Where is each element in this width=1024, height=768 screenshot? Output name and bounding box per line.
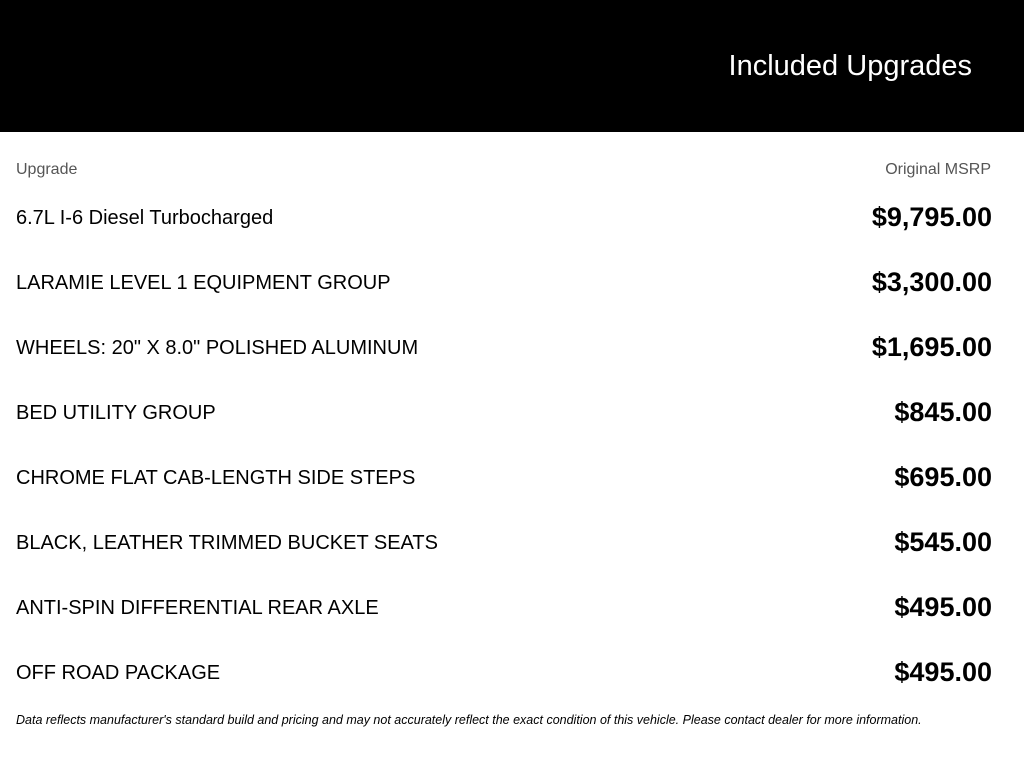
upgrade-name: BED UTILITY GROUP: [16, 402, 216, 424]
upgrade-name: OFF ROAD PACKAGE: [16, 662, 221, 684]
header-bar: [0, 0, 1024, 132]
upgrade-row: [0, 510, 1024, 575]
upgrades-list: [0, 185, 1024, 705]
upgrade-row: [0, 380, 1024, 445]
column-header-msrp: Original MSRP: [885, 161, 991, 178]
disclaimer-text: Data reflects manufacturer's standard build and pricing and may not accurately reflect the exact condition of this vehicle. Please contact dealer for more information.: [16, 713, 922, 727]
upgrade-row: [0, 575, 1024, 640]
upgrade-row: [0, 250, 1024, 315]
upgrade-price: $1,695.00: [871, 332, 992, 362]
column-header-upgrade: Upgrade: [16, 161, 78, 178]
upgrade-price: $545.00: [894, 527, 992, 557]
upgrade-name: 6.7L I-6 Diesel Turbocharged: [16, 207, 274, 229]
upgrade-price: $695.00: [894, 462, 992, 492]
upgrade-price: $9,795.00: [871, 202, 992, 232]
upgrade-row: [0, 185, 1024, 250]
upgrade-row: [0, 315, 1024, 380]
upgrade-row: [0, 640, 1024, 705]
upgrade-name: LARAMIE LEVEL 1 EQUIPMENT GROUP: [16, 272, 391, 294]
upgrade-name: CHROME FLAT CAB-LENGTH SIDE STEPS: [16, 467, 416, 489]
upgrade-name: ANTI-SPIN DIFFERENTIAL REAR AXLE: [16, 597, 379, 619]
upgrade-price: $3,300.00: [871, 267, 992, 297]
upgrade-name: BLACK, LEATHER TRIMMED BUCKET SEATS: [16, 532, 438, 554]
upgrade-name: WHEELS: 20" X 8.0" POLISHED ALUMINUM: [16, 337, 419, 359]
upgrade-price: $495.00: [894, 657, 992, 687]
upgrade-row: [0, 445, 1024, 510]
page-title: Included Upgrades: [728, 50, 972, 82]
upgrade-price: $845.00: [894, 397, 992, 427]
upgrade-price: $495.00: [894, 592, 992, 622]
